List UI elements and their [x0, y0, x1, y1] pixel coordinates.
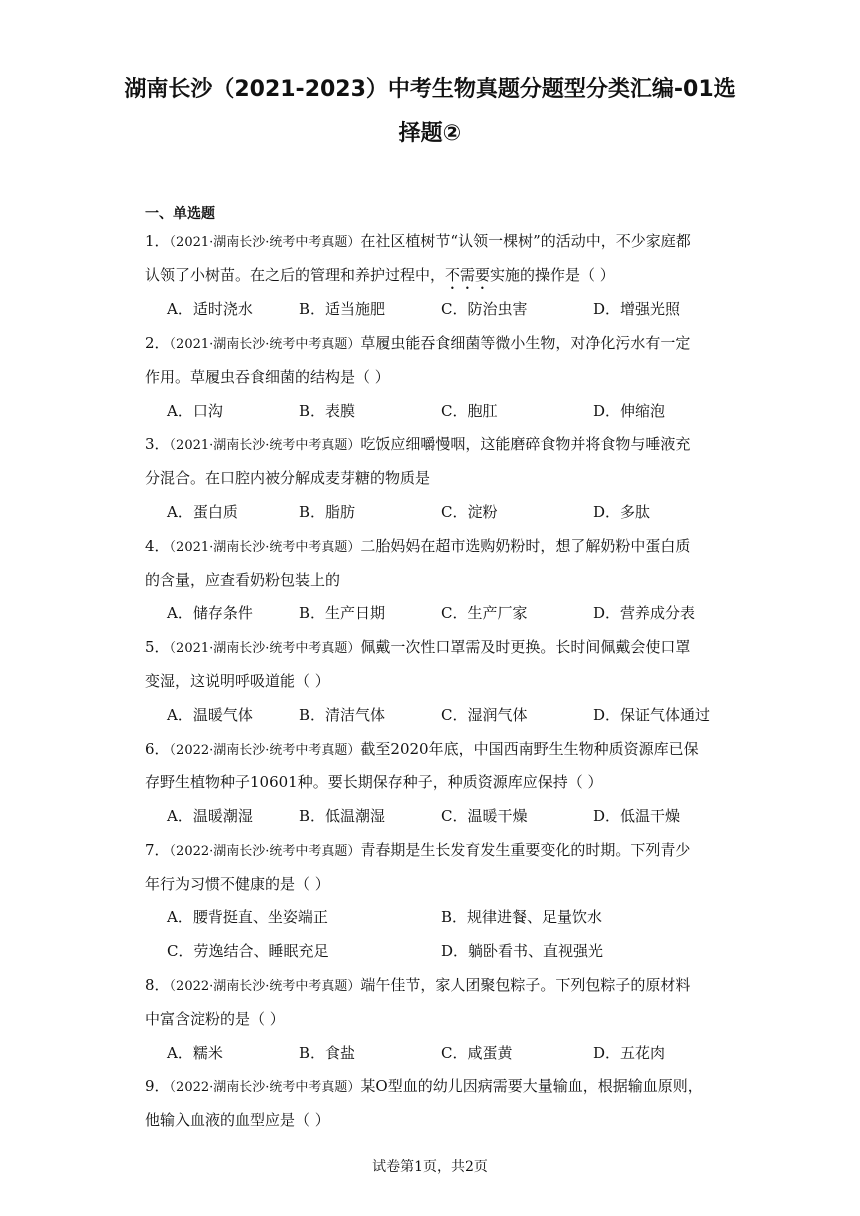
question-8-options [167, 1036, 727, 1070]
option-b: B．食盐 [299, 1044, 356, 1062]
question-9-line-2: 他输入血液的血型应是（ ） [145, 1111, 330, 1129]
question-5-line-2: 变湿，这说明呼吸道能（ ） [145, 672, 330, 690]
option-c: C．胞肛 [441, 402, 498, 420]
option-d: D．躺卧看书、直视强光 [441, 942, 604, 960]
option-b: B．规律进餐、足量饮水 [441, 908, 603, 926]
question-8-line-1: 8．（2022·湖南长沙·统考中考真题）端午佳节，家人团聚包粽子。下列包粽子的原材料 [145, 976, 691, 994]
option-a: A．口沟 [167, 402, 223, 420]
option-b: B．脂肪 [299, 503, 356, 521]
option-a: A．温暖潮湿 [167, 807, 253, 825]
question-2-line-1: 2．（2021·湖南长沙·统考中考真题）草履虫能吞食细菌等微小生物，对净化污水有一定 [145, 334, 691, 352]
question-3-options [167, 495, 727, 529]
option-c: C．温暖干燥 [441, 807, 528, 825]
question-2-options [167, 394, 727, 428]
emphasized-text: 不需要 [445, 266, 491, 284]
option-d: D．五花肉 [593, 1044, 666, 1062]
option-a: A．蛋白质 [167, 503, 238, 521]
question-7-options-row-1 [167, 900, 727, 934]
option-d: D．营养成分表 [593, 604, 696, 622]
question-4-line-2: 的含量，应查看奶粉包装上的 [145, 571, 341, 589]
option-c: C．淀粉 [441, 503, 498, 521]
question-7-line-2: 年行为习惯不健康的是（ ） [145, 875, 330, 893]
question-3-line-2: 分混合。在口腔内被分解成麦芽糖的物质是 [145, 469, 431, 487]
document-title-line-2: 择题② [398, 121, 462, 146]
option-b: B．生产日期 [299, 604, 386, 622]
question-7-options-row-2 [167, 934, 727, 968]
option-d: D．低温干燥 [593, 807, 681, 825]
question-1-options [167, 292, 727, 326]
option-d: D．多肽 [593, 503, 651, 521]
option-c: C．防治虫害 [441, 300, 528, 318]
option-d: D．保证气体通过 [593, 706, 711, 724]
option-a: A．储存条件 [167, 604, 253, 622]
option-c: C．湿润气体 [441, 706, 528, 724]
option-c: C．生产厂家 [441, 604, 528, 622]
question-2-line-2: 作用。草履虫吞食细菌的结构是（ ） [145, 368, 390, 386]
page-footer: 试卷第1页，共2页 [372, 1159, 488, 1175]
option-a: A．温暖气体 [167, 706, 253, 724]
option-b: B．清洁气体 [299, 706, 386, 724]
option-b: B．表膜 [299, 402, 356, 420]
document-title-line-1: 湖南长沙（2021-2023）中考生物真题分题型分类汇编-01选 [124, 77, 736, 102]
option-d: D．增强光照 [593, 300, 681, 318]
option-a: A．腰背挺直、坐姿端正 [167, 908, 328, 926]
question-9-line-1: 9．（2022·湖南长沙·统考中考真题）某O型血的幼儿因病需要大量输血，根据输血原则， [145, 1077, 703, 1095]
option-c: C．劳逸结合、睡眠充足 [167, 942, 329, 960]
question-5-line-1: 5．（2021·湖南长沙·统考中考真题）佩戴一次性口罩需及时更换。长时间佩戴会使口罩 [145, 638, 691, 656]
option-b: B．低温潮湿 [299, 807, 386, 825]
option-a: A．适时浇水 [167, 300, 253, 318]
option-b: B．适当施肥 [299, 300, 386, 318]
question-6-line-2: 存野生植物种子10601种。要长期保存种子，种质资源库应保持（ ） [145, 773, 603, 791]
option-a: A．糯米 [167, 1044, 223, 1062]
question-7-line-1: 7．（2022·湖南长沙·统考中考真题）青春期是生长发育发生重要变化的时期。下列青少 [145, 841, 691, 859]
section-heading: 一、单选题 [145, 206, 215, 222]
question-5-options [167, 698, 727, 732]
question-1-line-1: 1．（2021·湖南长沙·统考中考真题）在社区植树节“认领一棵树”的活动中，不少家庭都 [145, 232, 691, 250]
question-1-line-2: 认领了小树苗。在之后的管理和养护过程中，不需要实施的操作是（ ） [145, 266, 615, 284]
question-4-line-1: 4．（2021·湖南长沙·统考中考真题）二胎妈妈在超市选购奶粉时，想了解奶粉中蛋白质 [145, 537, 691, 555]
question-6-line-1: 6．（2022·湖南长沙·统考中考真题）截至2020年底，中国西南野生生物种质资源库已保 [145, 740, 699, 758]
question-8-line-2: 中富含淀粉的是（ ） [145, 1010, 285, 1028]
question-3-line-1: 3．（2021·湖南长沙·统考中考真题）吃饭应细嚼慢咽，这能磨碎食物并将食物与唾液充 [145, 435, 691, 453]
question-6-options [167, 799, 727, 833]
question-4-options [167, 596, 727, 630]
option-d: D．伸缩泡 [593, 402, 666, 420]
option-c: C．咸蛋黄 [441, 1044, 513, 1062]
